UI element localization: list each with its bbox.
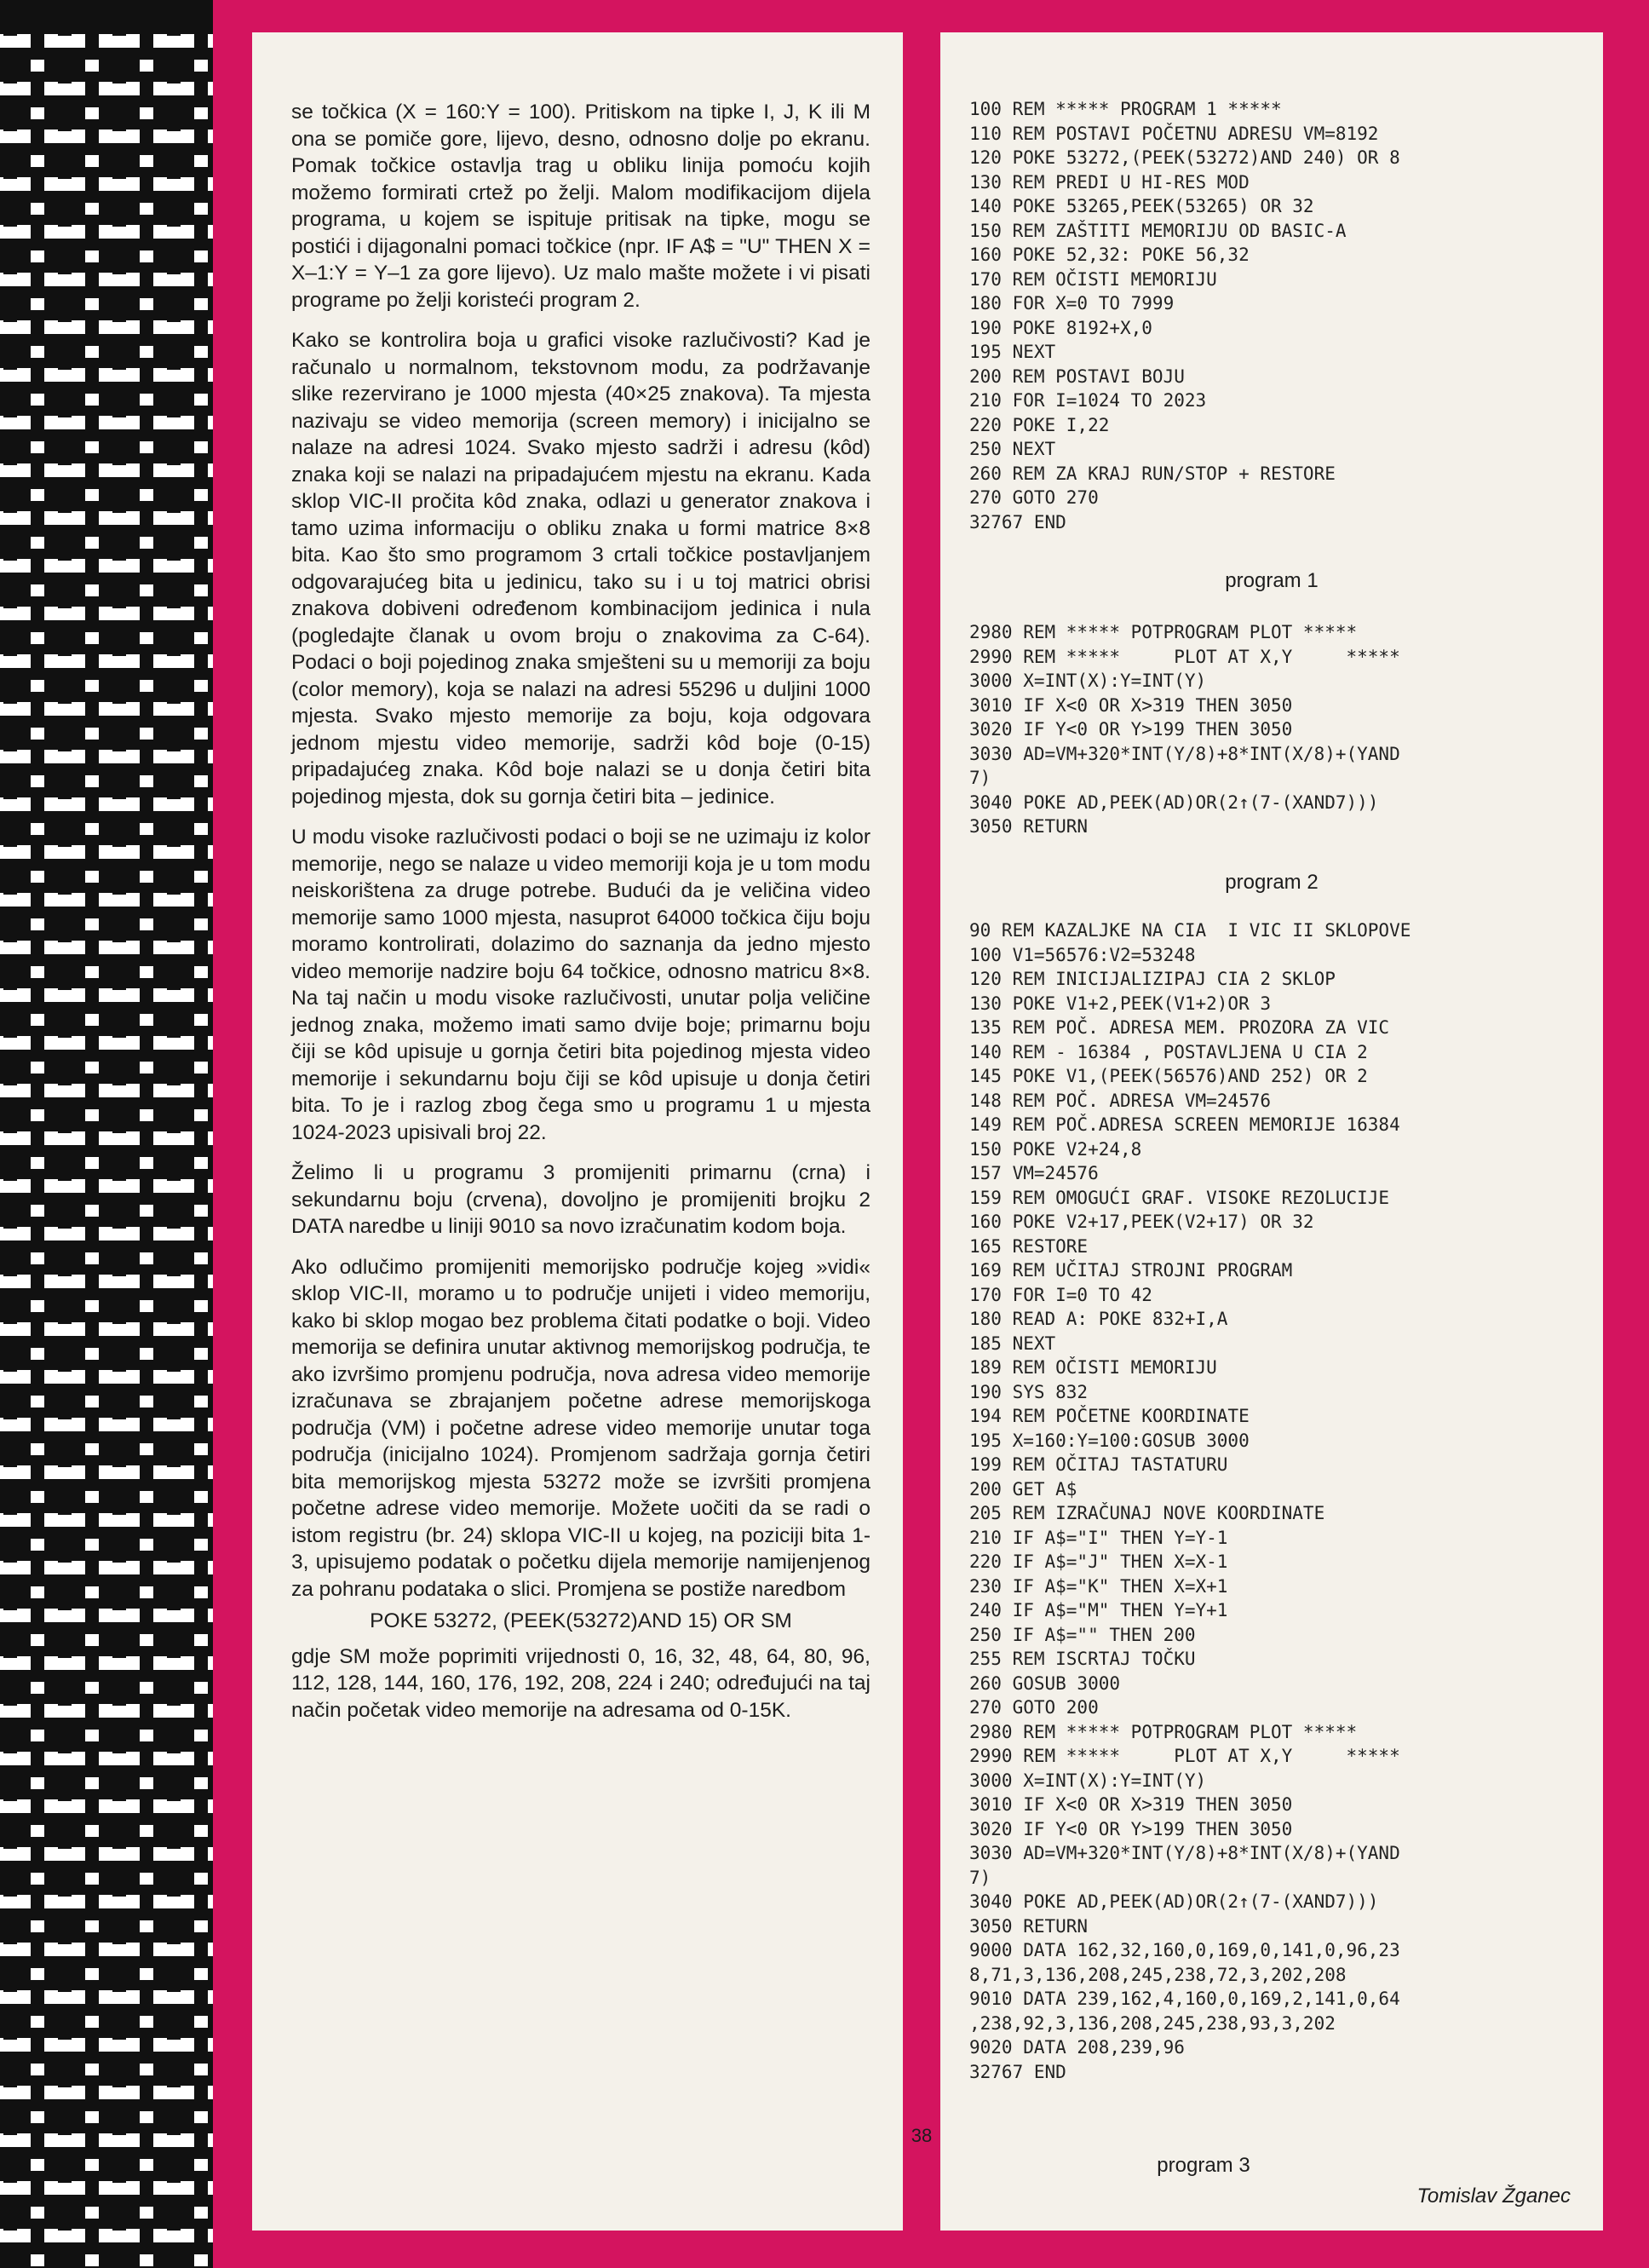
code-line: 110 REM POSTAVI POČETNU ADRESU VM=8192 (969, 123, 1379, 144)
paragraph: Ako odlučimo promijeniti memorijsko područje kojeg »vidi« sklop VIC-II, moramo u to područje unijeti i video memoriju, kako bi sklop mogao bez problema čitati podatke o boji. Video memorija se definira unutar aktivnog memorijskog područja, te ako izvršimo promjenu područja, nova adresa video memorije izračunava se zbrajanjem početne adrese memorijskoga područja (VM) i početne adrese video memorije unutar toga područja (inicijalno 1024). Promjenom sadržaja gornja četiri bita memorijskog mjesta 53272 može se izvršiti promjena početne adrese video memorije. Možete uočiti da se radi o istom registru (br. 24) sklopa VIC-II u kojeg, na poziciji bita 1-3, upisujemo podatak o početku dijela memorije namijenjenog za pohranu podataka o slici. Promjena se postiže naredbom (291, 1255, 870, 1601)
code-line: 3020 IF Y<0 OR Y>199 THEN 3050 (969, 719, 1293, 740)
code-line: 199 REM OČITAJ TASTATURU (969, 1454, 1228, 1475)
code-line: 100 V1=56576:V2=53248 (969, 944, 1196, 965)
program-1-listing (969, 97, 1591, 534)
code-line: 3030 AD=VM+320*INT(Y/8)+8*INT(X/8)+(YAND (969, 743, 1400, 764)
code-line: 148 REM POČ. ADRESA VM=24576 (969, 1090, 1272, 1111)
code-line: 9020 DATA 208,239,96 (969, 2037, 1185, 2058)
code-line: 169 REM UČITAJ STROJNI PROGRAM (969, 1260, 1293, 1281)
code-line: 200 REM POSTAVI BOJU (969, 366, 1185, 387)
code-line: 230 IF A$="K" THEN X=X+1 (969, 1575, 1228, 1597)
code-line: 240 IF A$="M" THEN Y=Y+1 (969, 1600, 1228, 1620)
article-body (291, 99, 870, 1737)
code-line: 270 GOTO 270 (969, 487, 1099, 508)
program-3-caption: program 3 (1157, 2154, 1250, 2177)
code-line: 205 REM IZRAČUNAJ NOVE KOORDINATE (969, 1503, 1325, 1523)
code-line: 185 NEXT (969, 1333, 1056, 1354)
paragraph: U modu visoke razlučivosti podaci o boji se ne uzimaju iz kolor memorije, nego se nalaze u video memoriji koja je u tom modu neiskorištena za druge potrebe. Budući da je veličina video memorije samo 1000 mjesta, nasuprot 64000 točkica čiju boju moramo kontrolirati, dolazimo do saznanja da jedno mjesto video memorije nadzire boju 64 točkice, odnosno matricu 8×8. Na taj način u modu visoke razlučivosti, unutar polja veličine jednog znaka, možemo imati samo dvije boje; primarnu boju čiji se kôd upisuje u gornja četiri bita pojedinog mjesta video memorije i sekundarnu boju čiji se kôd upisuje u donja četiri bita. To je i razlog zbog čega smo u programu 1 u mjesta 1024-2023 upisivali broj 22. (291, 826, 870, 1144)
code-line: 145 POKE V1,(PEEK(56576)AND 252) OR 2 (969, 1066, 1368, 1086)
code-line: 195 X=160:Y=100:GOSUB 3000 (969, 1430, 1250, 1451)
code-line: 160 POKE V2+17,PEEK(V2+17) OR 32 (969, 1212, 1314, 1232)
code-line: 3020 IF Y<0 OR Y>199 THEN 3050 (969, 1818, 1293, 1839)
code-line: 189 REM OČISTI MEMORIJU (969, 1357, 1217, 1378)
code-line: 120 POKE 53272,(PEEK(53272)AND 240) OR 8 (969, 147, 1400, 168)
code-line: 210 IF A$="I" THEN Y=Y-1 (969, 1527, 1228, 1548)
code-line: 135 REM POČ. ADRESA MEM. PROZORA ZA VIC (969, 1017, 1390, 1038)
code-line: 3010 IF X<0 OR X>319 THEN 3050 (969, 1794, 1293, 1815)
code-line: 3000 X=INT(X):Y=INT(Y) (969, 671, 1207, 691)
code-line: 165 RESTORE (969, 1235, 1089, 1257)
code-line: 250 NEXT (969, 439, 1056, 459)
code-line: 7) (969, 1867, 991, 1888)
code-line: 3050 RETURN (969, 816, 1089, 837)
code-line: 220 POKE I,22 (969, 414, 1110, 435)
code-line: 90 REM KAZALJKE NA CIA I VIC II SKLOPOVE (969, 920, 1411, 941)
code-line: 190 POKE 8192+X,0 (969, 317, 1152, 338)
code-line: 210 FOR I=1024 TO 2023 (969, 390, 1207, 411)
poke-command: POKE 53272, (PEEK(53272)AND 15) OR SM (370, 1609, 792, 1632)
program-2-caption: program 2 (1225, 871, 1319, 894)
paragraph: Želimo li u programu 3 promijeniti primarnu (crna) i sekundarnu boju (crvena), dovoljno je promijeniti brojku 2 DATA naredbe u liniji 9010 sa novo izračunatim kodom boja. (291, 1161, 870, 1238)
code-line: 9000 DATA 162,32,160,0,169,0,141,0,96,23 (969, 1940, 1400, 1960)
code-line: 140 POKE 53265,PEEK(53265) OR 32 (969, 196, 1314, 216)
code-line: 180 READ A: POKE 832+I,A (969, 1309, 1228, 1329)
code-line: 2990 REM ***** PLOT AT X,Y ***** (969, 646, 1400, 667)
code-line: 149 REM POČ.ADRESA SCREEN MEMORIJE 16384 (969, 1114, 1400, 1135)
code-line: 7) (969, 768, 991, 788)
code-line: 3040 POKE AD,PEEK(AD)OR(2↑(7-(XAND7))) (969, 791, 1379, 813)
code-line: 100 REM ***** PROGRAM 1 ***** (969, 99, 1282, 119)
code-line: 200 GET A$ (969, 1478, 1077, 1500)
code-line: 170 REM OČISTI MEMORIJU (969, 268, 1217, 290)
program-1-caption: program 1 (1225, 569, 1319, 592)
code-line: 32767 END (969, 511, 1066, 532)
decorative-stripe-border (0, 0, 213, 2268)
code-line: 160 POKE 52,32: POKE 56,32 (969, 245, 1250, 265)
page-number: 38 (911, 2125, 933, 2146)
code-line: 130 POKE V1+2,PEEK(V1+2)OR 3 (969, 993, 1272, 1014)
paragraph: Kako se kontrolira boja u grafici visoke razlučivosti? Kad je računalo u normalnom, tekstovnom modu, za podržavanje slike rezervirano je 1000 mjesta (40×25 znakova). Ta mjesta nazivaju se video memorija (screen memory) i inicijalno se nalaze na adresi 1024. Svako mjesto sadrži i adresu (kôd) znaka koji se nalazi na pripadajućem mjestu na ekranu. Kada sklop VIC-II pročita kôd znaka, odlazi u generator znakova i tamo uzima informaciju o obliku znaka u formi matrice 8×8 bita. Kao što smo programom 3 crtali točkice postavljanjem odgovarajućeg bita u jedinicu, tako su i u toj matrici obrisi znakova dobiveni određenom kombinacijom jedinica i nula (pogledajte članak u ovom broju o znakovima za C-64). Podaci o boji pojedinog znaka smješteni su u memoriji za boju (color memory), koja se nalazi na adresi 55296 u duljini 1000 mjesta. Svako mjesto memorije za boju, koja odgovara jednom mjestu video memorije, sadrži kôd boje (0-15) pripadajućeg znaka. Kôd boje nalazi se u donja četiri bita pojedinog mjesta, dok su gornja četiri bita – jedinice. (291, 329, 870, 809)
code-line: 180 FOR X=0 TO 7999 (969, 293, 1175, 314)
code-line: 194 REM POČETNE KOORDINATE (969, 1406, 1250, 1426)
code-line: 3030 AD=VM+320*INT(Y/8)+8*INT(X/8)+(YAND (969, 1843, 1400, 1863)
code-line: 270 GOTO 200 (969, 1697, 1099, 1718)
code-line: 195 NEXT (969, 342, 1056, 362)
code-line: 250 IF A$="" THEN 200 (969, 1624, 1196, 1645)
code-line: 2990 REM ***** PLOT AT X,Y ***** (969, 1746, 1400, 1766)
program-2-listing (969, 620, 1591, 839)
code-line: 150 POKE V2+24,8 (969, 1138, 1142, 1160)
paragraph: gdje SM može poprimiti vrijednosti 0, 16, 32, 48, 64, 80, 96, 112, 128, 144, 160, 176, 192, 208, 224 i 240; određujući na taj način početak video memorije na adresama od 0-15K. (291, 1644, 870, 1722)
code-line: 9010 DATA 239,162,4,160,0,169,2,141,0,64 (969, 1989, 1400, 2009)
code-line: 3050 RETURN (969, 1915, 1089, 1937)
author-signature: Tomislav Žganec (1416, 2185, 1571, 2208)
code-line: ,238,92,3,136,208,245,238,93,3,202 (969, 2012, 1336, 2034)
code-line: 157 VM=24576 (969, 1163, 1099, 1183)
listings-column (940, 32, 1603, 2231)
code-line: 260 REM ZA KRAJ RUN/STOP + RESTORE (969, 463, 1336, 484)
code-line: 3040 POKE AD,PEEK(AD)OR(2↑(7-(XAND7))) (969, 1891, 1379, 1912)
code-line: 140 REM - 16384 , POSTAVLJENA U CIA 2 (969, 1041, 1368, 1062)
code-line: 220 IF A$="J" THEN X=X-1 (969, 1551, 1228, 1572)
code-line: 260 GOSUB 3000 (969, 1672, 1121, 1694)
article-column (252, 32, 903, 2231)
code-line: 2980 REM ***** POTPROGRAM PLOT ***** (969, 622, 1358, 642)
code-line: 255 REM ISCRTAJ TOČKU (969, 1649, 1196, 1669)
code-line: 150 REM ZAŠTITI MEMORIJU OD BASIC-A (969, 220, 1347, 241)
code-line: 8,71,3,136,208,245,238,72,3,202,208 (969, 1964, 1347, 1985)
code-line: 190 SYS 832 (969, 1381, 1089, 1402)
code-line: 3000 X=INT(X):Y=INT(Y) (969, 1770, 1207, 1791)
code-line: 159 REM OMOGUĆI GRAF. VISOKE REZOLUCIJE (969, 1187, 1390, 1208)
paragraph: se točkica (X = 160:Y = 100). Pritiskom na tipke I, J, K ili M ona se pomiče gore, lijevo, desno, odnosno dolje po ekranu. Pomak točkice ostavlja trag u obliku linija pomoću kojih možemo formirati crtež po želji. Malom modifikacijom dijela programa, u kojem se ispituje pritisak na tipke, mogu se postići i dijagonalni pomaci točkice (npr. IF A$ = "U" THEN X = X–1:Y = Y–1 za gore lijevo). Uz malo mašte možete i vi pisati programe po želji koristeći program 2. (291, 101, 870, 312)
program-3-listing (969, 918, 1591, 2084)
code-line: 3010 IF X<0 OR X>319 THEN 3050 (969, 694, 1293, 716)
code-line: 130 REM PREDI U HI-RES MOD (969, 171, 1250, 193)
code-line: 32767 END (969, 2061, 1066, 2082)
code-line: 120 REM INICIJALIZIPAJ CIA 2 SKLOP (969, 969, 1336, 989)
code-line: 2980 REM ***** POTPROGRAM PLOT ***** (969, 1721, 1358, 1742)
code-line: 170 FOR I=0 TO 42 (969, 1284, 1152, 1305)
